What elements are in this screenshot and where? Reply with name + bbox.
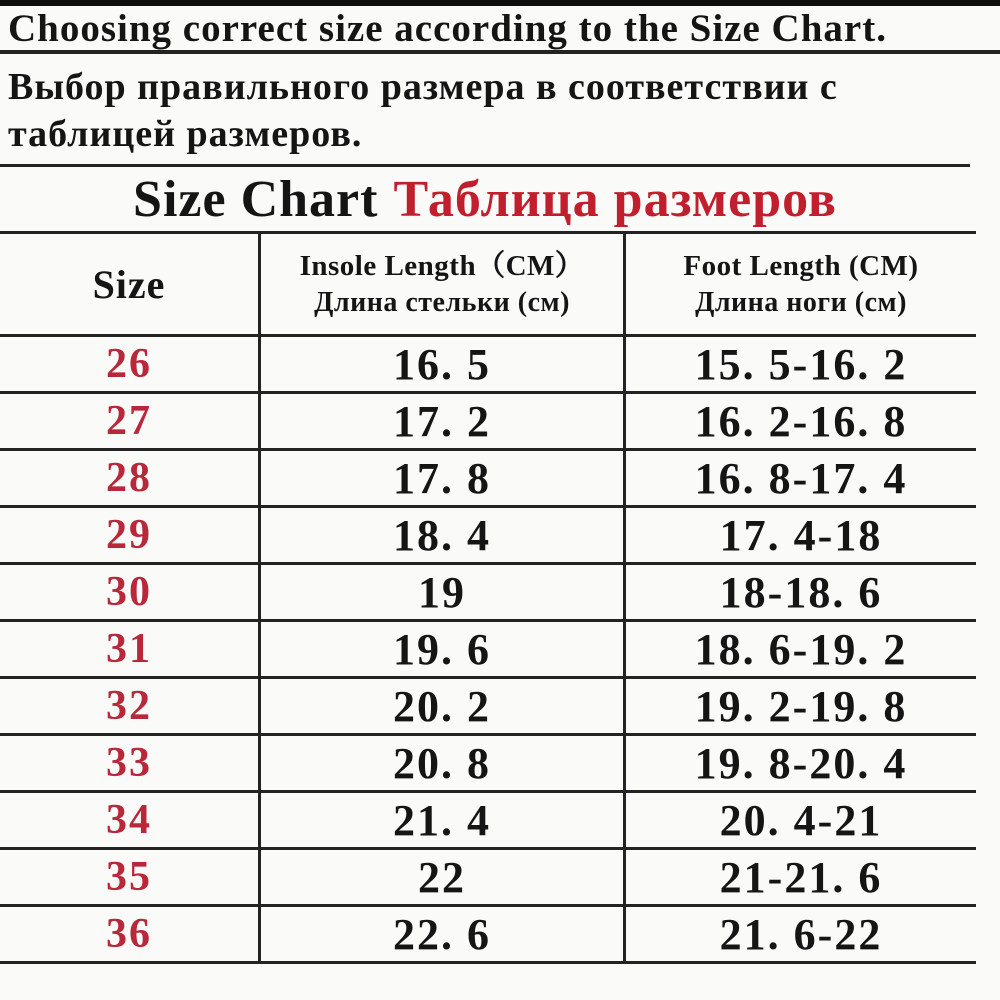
header-size-label: Size — [92, 261, 166, 307]
insole-cell: 22 — [260, 849, 625, 906]
foot-cell: 15. 5-16. 2 — [625, 336, 977, 393]
size-cell: 35 — [0, 849, 260, 906]
header-foot-russian: Длина ноги (см) — [695, 287, 907, 318]
insole-cell: 17. 8 — [260, 450, 625, 507]
title-english: Size Chart — [133, 170, 379, 228]
foot-cell: 17. 4-18 — [625, 507, 977, 564]
header-insole-english: Insole Length（CM） — [299, 250, 585, 282]
size-row — [0, 735, 976, 792]
size-row — [0, 564, 976, 621]
size-row — [0, 393, 976, 450]
foot-cell: 20. 4-21 — [625, 792, 977, 849]
size-row — [0, 336, 976, 393]
size-cell: 27 — [0, 393, 260, 450]
size-cell: 31 — [0, 621, 260, 678]
insole-cell: 18. 4 — [260, 507, 625, 564]
size-row — [0, 450, 976, 507]
insole-cell: 17. 2 — [260, 393, 625, 450]
table-header-row — [0, 233, 976, 336]
insole-cell: 16. 5 — [260, 336, 625, 393]
title-russian: Таблица размеров — [393, 170, 837, 228]
size-chart-title — [0, 167, 970, 231]
size-chart-section — [0, 164, 970, 964]
size-cell: 26 — [0, 336, 260, 393]
header-foot-english: Foot Length (CM) — [683, 250, 919, 282]
insole-cell: 19. 6 — [260, 621, 625, 678]
size-row — [0, 678, 976, 735]
size-cell: 34 — [0, 792, 260, 849]
size-row — [0, 507, 976, 564]
insole-cell: 20. 8 — [260, 735, 625, 792]
header-insole-russian: Длина стельки (см) — [314, 287, 570, 318]
foot-cell: 18-18. 6 — [625, 564, 977, 621]
insole-cell: 20. 2 — [260, 678, 625, 735]
size-table — [0, 231, 976, 964]
header-foot-column — [625, 233, 977, 336]
insole-cell: 22. 6 — [260, 906, 625, 963]
heading-russian-line2: таблицей размеров. — [8, 113, 363, 155]
foot-cell: 16. 8-17. 4 — [625, 450, 977, 507]
size-cell: 30 — [0, 564, 260, 621]
size-cell: 36 — [0, 906, 260, 963]
header-insole-column — [260, 233, 625, 336]
heading-russian — [0, 54, 1000, 164]
size-row — [0, 849, 976, 906]
size-cell: 32 — [0, 678, 260, 735]
header-size-column — [0, 233, 260, 336]
size-row — [0, 792, 976, 849]
heading-english: Choosing correct size according to the Size Chart. — [8, 6, 887, 50]
size-row — [0, 621, 976, 678]
foot-cell: 19. 2-19. 8 — [625, 678, 977, 735]
foot-cell: 19. 8-20. 4 — [625, 735, 977, 792]
size-cell: 33 — [0, 735, 260, 792]
foot-cell: 18. 6-19. 2 — [625, 621, 977, 678]
size-table-body — [0, 336, 976, 963]
size-cell: 29 — [0, 507, 260, 564]
heading-russian-line1: Выбор правильного размера в соответствии с — [8, 66, 838, 108]
insole-cell: 19 — [260, 564, 625, 621]
size-cell: 28 — [0, 450, 260, 507]
size-row — [0, 906, 976, 963]
foot-cell: 21-21. 6 — [625, 849, 977, 906]
insole-cell: 21. 4 — [260, 792, 625, 849]
foot-cell: 21. 6-22 — [625, 906, 977, 963]
foot-cell: 16. 2-16. 8 — [625, 393, 977, 450]
